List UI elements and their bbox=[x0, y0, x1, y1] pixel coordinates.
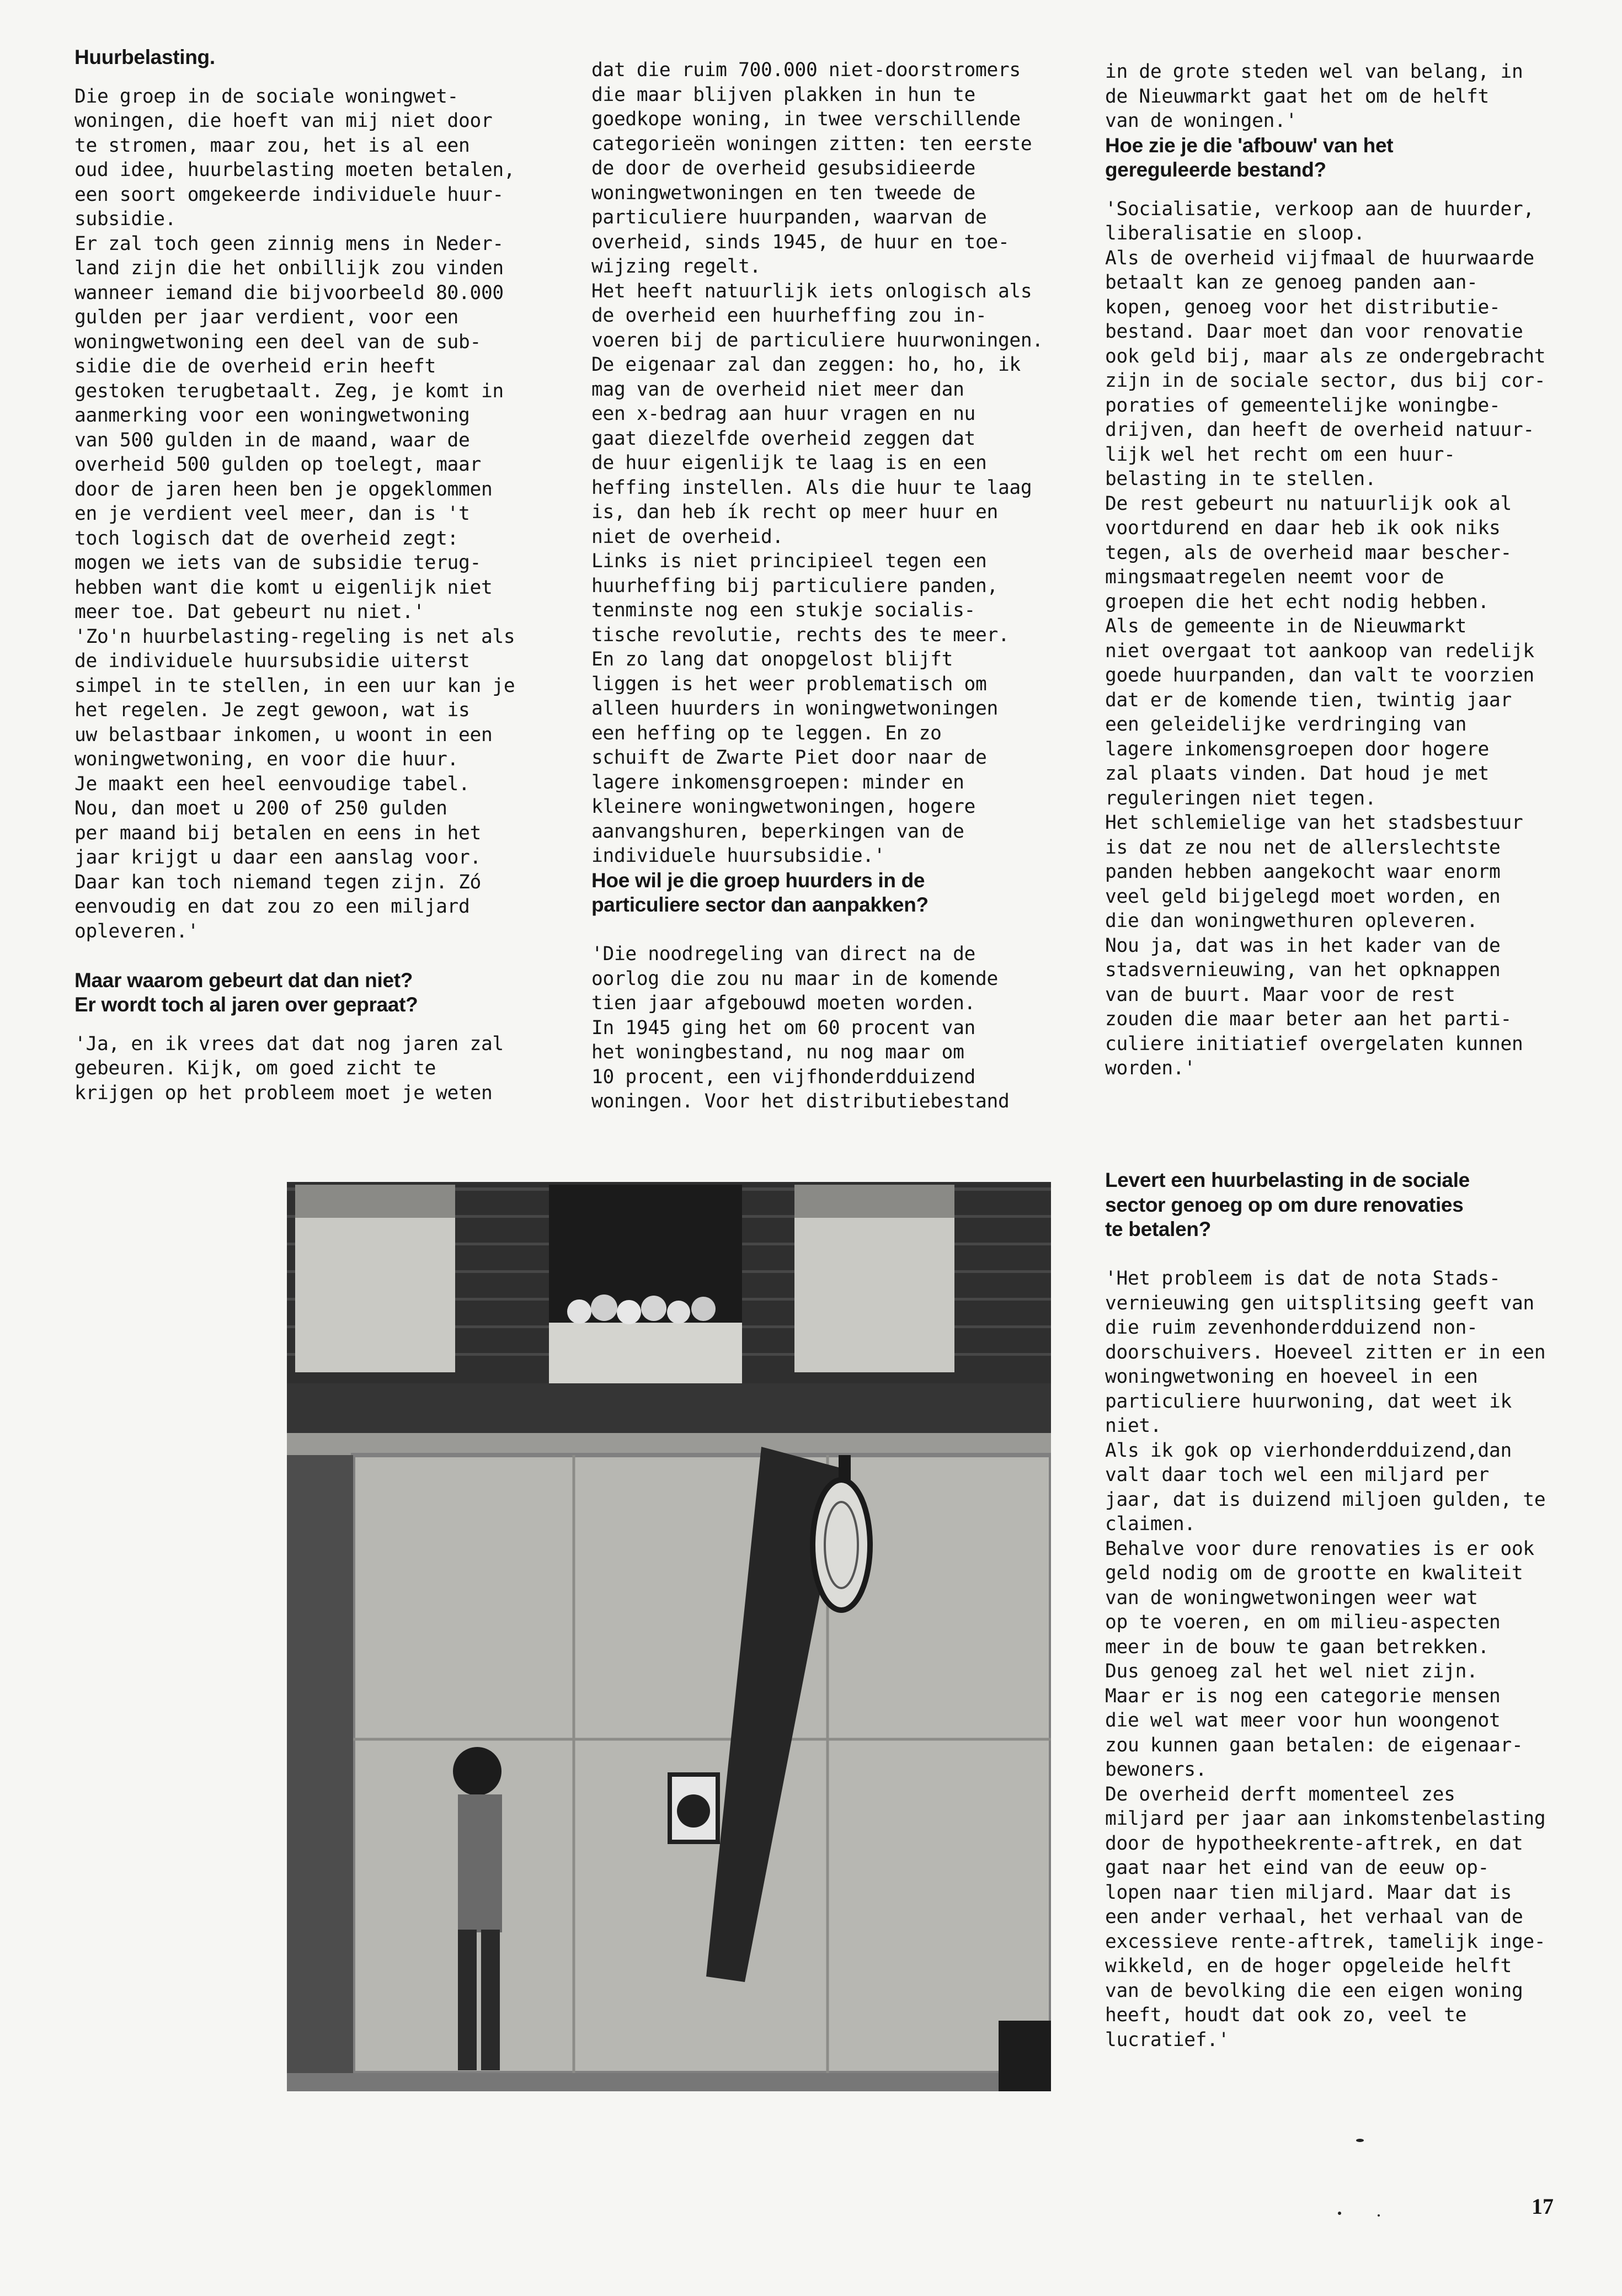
text-line: woningwetwoning en hoeveel in een bbox=[1105, 1366, 1478, 1388]
question-line: te betalen? bbox=[1105, 1218, 1212, 1240]
text-line: poraties of gemeentelijke woningbe- bbox=[1105, 394, 1501, 417]
text-line: wijzing regelt. bbox=[591, 255, 761, 278]
paragraph-block bbox=[74, 1032, 515, 1106]
text-line: dat er de komende tien, twintig jaar bbox=[1105, 689, 1512, 711]
column-1 bbox=[74, 45, 515, 1105]
text-line: hebben want die komt u eigenlijk niet bbox=[74, 576, 493, 599]
text-line: aanmerking voor een woningwetwoning bbox=[74, 404, 470, 427]
interview-question bbox=[74, 968, 515, 1018]
text-line: eenvoudig en dat zou zo een miljard bbox=[74, 896, 470, 918]
text-line: woningwetwoning, en voor die huur. bbox=[74, 748, 459, 770]
text-line: stadsvernieuwing, van het opknappen bbox=[1105, 959, 1501, 981]
text-line: niet overgaat tot aankoop van redelijk bbox=[1105, 640, 1534, 662]
interview-question bbox=[591, 869, 1043, 918]
column-4 bbox=[1105, 1168, 1545, 2052]
text-line: Daar kan toch niemand tegen zijn. Zó bbox=[74, 871, 481, 893]
text-line: lucratief.' bbox=[1105, 2028, 1230, 2051]
text-line: sidie die de overheid erin heeft bbox=[74, 355, 436, 377]
text-line: heffing instellen. Als die huur te laag bbox=[591, 476, 1032, 499]
text-line: gulden per jaar verdient, voor een bbox=[74, 306, 459, 328]
text-line: van de bevolking die een eigen woning bbox=[1105, 1979, 1523, 2002]
print-speck bbox=[1338, 2212, 1341, 2215]
text-line: uw belastbaar inkomen, u woont in een bbox=[74, 723, 493, 746]
text-line: van de woningwetwoningen weer wat bbox=[1105, 1586, 1478, 1609]
question-line: Hoe zie je die 'afbouw' van het bbox=[1105, 134, 1394, 157]
text-line: wikkeld, en de hoger opgeleide helft bbox=[1105, 1955, 1512, 1977]
text-line: van de woningen.' bbox=[1105, 110, 1298, 132]
text-line: het regelen. Je zegt gewoon, wat is bbox=[74, 699, 470, 721]
text-line: 'Socialisatie, verkoop aan de huurder, bbox=[1105, 198, 1534, 220]
text-line: van 500 gulden in de maand, waar de bbox=[74, 429, 470, 451]
text-line: tien jaar afgebouwd moeten worden. bbox=[591, 992, 976, 1014]
paragraph-block bbox=[591, 58, 1043, 869]
text-line: een heffing op te leggen. En zo bbox=[591, 722, 942, 744]
text-line: het woningbestand, nu nog maar om bbox=[591, 1041, 964, 1063]
text-line: De overheid derft momenteel zes bbox=[1105, 1783, 1455, 1805]
text-line: doorschuivers. Hoeveel zitten er in een bbox=[1105, 1341, 1546, 1363]
text-line: tenminste nog een stukje socialis- bbox=[591, 599, 976, 621]
text-line: particuliere huurpanden, waarvan de bbox=[591, 206, 987, 228]
text-line: 'Die noodregeling van direct na de bbox=[591, 943, 976, 965]
text-line: belasting in te stellen. bbox=[1105, 468, 1376, 490]
text-line: mogen we iets van de subsidie terug- bbox=[74, 552, 481, 574]
text-line: per maand bij betalen en eens in het bbox=[74, 822, 481, 844]
text-line: De rest gebeurt nu natuurlijk ook al bbox=[1105, 492, 1512, 515]
street-photo bbox=[287, 1182, 1051, 2091]
poster bbox=[668, 1772, 720, 1844]
paragraph-block bbox=[1105, 60, 1545, 134]
text-line: liggen is het weer problematisch om bbox=[591, 673, 987, 695]
column-2 bbox=[591, 58, 1043, 1114]
paragraph-block bbox=[1105, 1266, 1545, 2052]
interview-question bbox=[1105, 134, 1545, 183]
paragraph-block bbox=[74, 84, 515, 944]
text-line: oorlog die zou nu maar in de komende bbox=[591, 967, 998, 990]
text-line: woningwetwoningen en ten tweede de bbox=[591, 182, 976, 204]
text-line: voeren bij de particuliere huurwoningen. bbox=[591, 329, 1043, 351]
text-line: lijk wel het recht om een huur- bbox=[1105, 443, 1455, 466]
sidewalk bbox=[287, 2073, 1051, 2091]
question-line: Maar waarom gebeurt dat dan niet? bbox=[74, 968, 413, 992]
text-line: een x-bedrag aan huur vragen en nu bbox=[591, 403, 976, 425]
text-line: In 1945 ging het om 60 procent van bbox=[591, 1016, 976, 1039]
text-line: de overheid een huurheffing zou in- bbox=[591, 305, 987, 327]
text-line: simpel in te stellen, in een uur kan je bbox=[74, 674, 515, 697]
text-line: is dat ze nou net de allerslechtste bbox=[1105, 836, 1501, 859]
text-line: woningwetwoning een deel van de sub- bbox=[74, 331, 481, 353]
text-line: meer in de bouw te gaan betrekken. bbox=[1105, 1636, 1490, 1658]
paragraph-block bbox=[1105, 197, 1545, 1081]
text-line: geld nodig om de grootte en kwaliteit bbox=[1105, 1562, 1523, 1584]
text-line: die maar blijven plakken in hun te bbox=[591, 83, 976, 106]
boarded-windows-upper bbox=[295, 1185, 954, 1383]
text-line: woningen. Voor het distributiebestand bbox=[591, 1090, 1010, 1112]
text-line: mag van de overheid niet meer dan bbox=[591, 378, 964, 401]
question-line: particuliere sector dan aanpakken? bbox=[591, 893, 929, 916]
text-line: die dan woningwethuren opleveren. bbox=[1105, 910, 1478, 932]
text-line: De eigenaar zal dan zeggen: ho, ho, ik bbox=[591, 354, 1021, 376]
text-line: Links is niet principieel tegen een bbox=[591, 550, 987, 572]
text-line: Nou ja, dat was in het kader van de bbox=[1105, 934, 1501, 957]
text-line: culiere initiatief overgelaten kunnen bbox=[1105, 1032, 1523, 1055]
text-line: en je verdient veel meer, dan is 't bbox=[74, 503, 470, 525]
text-line: oud idee, huurbelasting moeten betalen, bbox=[74, 159, 515, 181]
question-line: Er wordt toch al jaren over gepraat? bbox=[74, 993, 418, 1016]
question-line: Levert een huurbelasting in de sociale bbox=[1105, 1169, 1470, 1191]
text-line: tische revolutie, rechts des te meer. bbox=[591, 624, 1010, 646]
text-line: betaalt kan ze genoeg panden aan- bbox=[1105, 271, 1478, 294]
text-line: subsidie. bbox=[74, 208, 177, 230]
text-line: ook geld bij, maar als ze ondergebracht bbox=[1105, 345, 1546, 367]
text-line: op te voeren, en om milieu-aspecten bbox=[1105, 1611, 1501, 1633]
text-line: goedkope woning, in twee verschillende bbox=[591, 108, 1021, 130]
text-line: Als de overheid vijfmaal de huurwaarde bbox=[1105, 247, 1534, 269]
text-line: overheid, sinds 1945, de huur en toe- bbox=[591, 231, 1010, 253]
text-line: door de jaren heen ben je opgeklommen bbox=[74, 478, 493, 500]
storefront-lintel bbox=[287, 1433, 1051, 1455]
text-line: 10 procent, een vijfhonderdduizend bbox=[591, 1066, 976, 1088]
text-line: gestoken terugbetaalt. Zeg, je komt in bbox=[74, 380, 504, 402]
text-line: de individuele huursubsidie uiterst bbox=[74, 650, 470, 672]
text-line: 'Ja, en ik vrees dat dat nog jaren zal bbox=[74, 1032, 504, 1055]
text-line: Die groep in de sociale woningwet- bbox=[74, 85, 459, 108]
text-line: Dus genoeg zal het wel niet zijn. bbox=[1105, 1660, 1478, 1682]
text-line: Het schlemielige van het stadsbestuur bbox=[1105, 812, 1523, 834]
text-line: En zo lang dat onopgelost blijft bbox=[591, 648, 953, 670]
text-line: die wel wat meer voor hun woongenot bbox=[1105, 1709, 1501, 1732]
text-line: voortdurend en daar heb ik ook niks bbox=[1105, 517, 1501, 539]
text-line: liberalisatie en sloop. bbox=[1105, 222, 1365, 244]
text-line: panden hebben aangekocht waar enorm bbox=[1105, 861, 1501, 883]
column-3 bbox=[1105, 60, 1545, 1081]
text-line: van de buurt. Maar voor de rest bbox=[1105, 983, 1455, 1006]
text-line: niet. bbox=[1105, 1415, 1162, 1437]
text-line: zou kunnen gaan betalen: de eigenaar- bbox=[1105, 1734, 1523, 1756]
text-line: te stromen, maar zou, het is al een bbox=[74, 134, 470, 157]
text-line: bewoners. bbox=[1105, 1759, 1207, 1781]
text-line: woningen, die hoeft van mij niet door bbox=[74, 110, 493, 132]
text-line: Als de gemeente in de Nieuwmarkt bbox=[1105, 615, 1467, 637]
text-line: categorieën woningen zitten: ten eerste bbox=[591, 132, 1032, 155]
text-line: de door de overheid gesubsidieerde bbox=[591, 157, 976, 179]
text-line: claimen. bbox=[1105, 1513, 1196, 1535]
text-line: Als ik gok op vierhonderdduizend,dan bbox=[1105, 1439, 1512, 1462]
text-line: is, dan heb ík recht op meer huur en bbox=[591, 501, 998, 523]
text-line: wanneer iemand die bijvoorbeeld 80.000 bbox=[74, 281, 504, 304]
text-line: toch logisch dat de overheid zegt: bbox=[74, 527, 459, 550]
text-line: de huur eigenlijk te laag is en een bbox=[591, 452, 987, 474]
text-line: lagere inkomensgroepen door hogere bbox=[1105, 738, 1490, 760]
text-line: tegen, als de overheid maar bescher- bbox=[1105, 541, 1512, 564]
text-line: gaat naar het eind van de eeuw op- bbox=[1105, 1857, 1490, 1879]
text-line: alleen huurders in woningwetwoningen bbox=[591, 697, 998, 720]
text-line: kopen, genoeg voor het distributie- bbox=[1105, 296, 1501, 318]
text-line: de Nieuwmarkt gaat het om de helft bbox=[1105, 85, 1490, 108]
text-line: dat die ruim 700.000 niet-doorstromers bbox=[591, 59, 1021, 81]
text-line: een soort omgekeerde individuele huur- bbox=[74, 183, 504, 206]
text-line: door de hypotheekrente-aftrek, en dat bbox=[1105, 1832, 1523, 1855]
text-line: groepen die het echt nodig hebben. bbox=[1105, 590, 1490, 613]
text-line: individuele huursubsidie.' bbox=[591, 845, 885, 867]
text-line: Je maakt een heel eenvoudige tabel. bbox=[74, 773, 470, 795]
text-line: een ander verhaal, het verhaal van de bbox=[1105, 1906, 1523, 1928]
text-line: heeft, houdt dat ook zo, veel te bbox=[1105, 2004, 1467, 2026]
text-line: Behalve voor dure renovaties is er ook bbox=[1105, 1537, 1534, 1560]
text-line: een geleidelijke verdringing van bbox=[1105, 713, 1467, 736]
text-line: lagere inkomensgroepen: minder en bbox=[591, 771, 964, 793]
interview-question bbox=[1105, 1168, 1545, 1242]
cornice bbox=[287, 1383, 1051, 1436]
page-number: 17 bbox=[1532, 2194, 1554, 2219]
print-speck bbox=[1378, 2214, 1380, 2217]
question-line: gereguleerde bestand? bbox=[1105, 158, 1326, 181]
text-line: jaar, dat is duizend miljoen gulden, te bbox=[1105, 1488, 1546, 1511]
text-line: lopen naar tien miljard. Maar dat is bbox=[1105, 1881, 1512, 1904]
text-line: 'Het probleem is dat de nota Stads- bbox=[1105, 1267, 1501, 1290]
question-line: sector genoeg op om dure renovaties bbox=[1105, 1193, 1464, 1216]
text-line: opleveren.' bbox=[74, 920, 199, 942]
text-line: drijven, dan heeft de overheid natuur- bbox=[1105, 419, 1534, 441]
text-line: reguleringen niet tegen. bbox=[1105, 787, 1376, 809]
text-line: goede huurpanden, dan valt te voorzien bbox=[1105, 664, 1534, 686]
text-line: particuliere huurwoning, dat weet ik bbox=[1105, 1390, 1512, 1413]
text-line: niet de overheid. bbox=[591, 525, 784, 548]
text-line: die ruim zevenhonderdduizend non- bbox=[1105, 1317, 1478, 1339]
text-line: excessieve rente-aftrek, tamelijk inge- bbox=[1105, 1930, 1546, 1953]
text-line: Maar er is nog een categorie mensen bbox=[1105, 1685, 1501, 1707]
text-line: huurheffing bij particuliere panden, bbox=[591, 574, 998, 597]
text-line: vernieuwing gen uitsplitsing geeft van bbox=[1105, 1292, 1534, 1314]
text-line: zal plaats vinden. Dat houd je met bbox=[1105, 763, 1490, 785]
text-line: schuift de Zwarte Piet door naar de bbox=[591, 747, 987, 769]
text-line: valt daar toch wel een miljard per bbox=[1105, 1464, 1490, 1486]
parked-car bbox=[999, 2021, 1051, 2091]
text-line: gaat diezelfde overheid zeggen dat bbox=[591, 427, 976, 450]
text-line: worden.' bbox=[1105, 1057, 1196, 1079]
text-line: 'Zo'n huurbelasting-regeling is net als bbox=[74, 625, 515, 648]
text-line: meer toe. Dat gebeurt nu niet.' bbox=[74, 601, 425, 623]
text-line: in de grote steden wel van belang, in bbox=[1105, 61, 1523, 83]
text-line: bestand. Daar moet dan voor renovatie bbox=[1105, 321, 1523, 343]
text-line: mingsmaatregelen neemt voor de bbox=[1105, 566, 1444, 588]
side-door bbox=[287, 1455, 353, 2091]
section-heading: Huurbelasting. bbox=[74, 46, 215, 68]
text-line: jaar krijgt u daar een aanslag voor. bbox=[74, 846, 481, 869]
text-line: kleinere woningwetwoningen, hogere bbox=[591, 796, 976, 818]
text-line: gebeuren. Kijk, om goed zicht te bbox=[74, 1057, 436, 1079]
text-line: aanvangshuren, beperkingen van de bbox=[591, 820, 964, 843]
text-line: zouden die maar beter aan het parti- bbox=[1105, 1008, 1512, 1030]
text-line: veel geld bijgelegd moet worden, en bbox=[1105, 885, 1501, 908]
text-line: overheid 500 gulden op toelegt, maar bbox=[74, 454, 481, 476]
question-line: Hoe wil je die groep huurders in de bbox=[591, 869, 925, 892]
text-line: miljard per jaar aan inkomstenbelasting bbox=[1105, 1808, 1546, 1830]
text-line: land zijn die het onbillijk zou vinden bbox=[74, 257, 504, 279]
paragraph-block bbox=[591, 942, 1043, 1114]
text-line: Er zal toch geen zinnig mens in Neder- bbox=[74, 232, 504, 255]
text-line: zijn in de sociale sector, dus bij cor- bbox=[1105, 370, 1546, 392]
text-line: Het heeft natuurlijk iets onlogisch als bbox=[591, 280, 1032, 302]
text-line: krijgen op het probleem moet je weten bbox=[74, 1082, 493, 1104]
text-line: Nou, dan moet u 200 of 250 gulden bbox=[74, 797, 447, 819]
print-speck bbox=[1356, 2139, 1364, 2142]
